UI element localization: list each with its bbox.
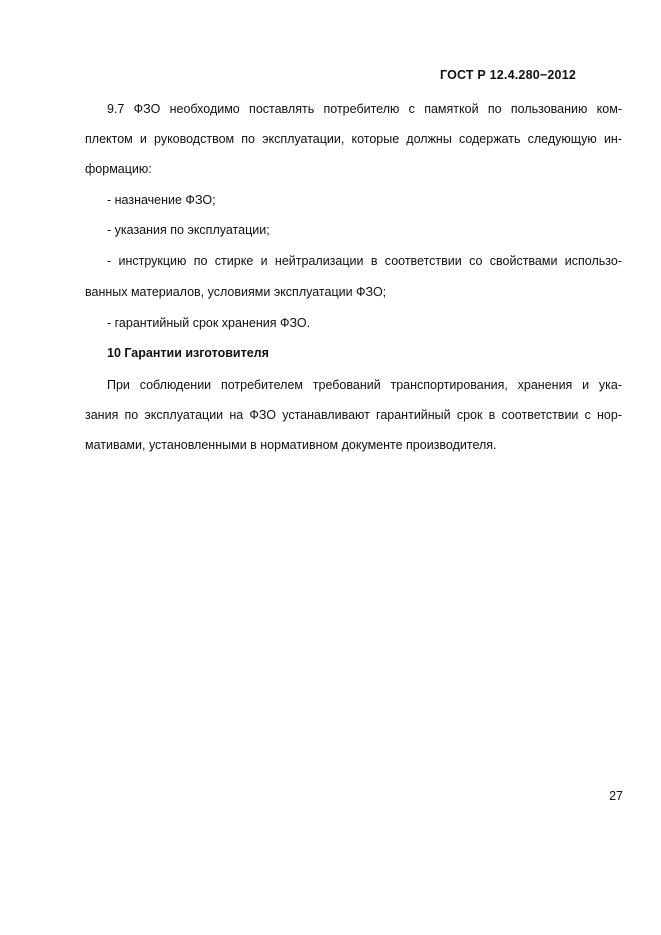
para-9-7-line-2: плектом и руководством по эксплуатации, которые должны содержать следующую ин- <box>85 132 622 146</box>
para-10-line-3: мативами, установленными в нормативном документе производителя. <box>85 438 497 452</box>
para-10-line-2: зания по эксплуатации на ФЗО устанавливают гарантийный срок в соответствии с нор- <box>85 408 622 422</box>
list-item-washing-line-2: ванных материалов, условиями эксплуатации ФЗО; <box>85 285 387 299</box>
list-item-operation: - указания по эксплуатации; <box>107 223 270 237</box>
list-item-warranty-storage: - гарантийный срок хранения ФЗО. <box>107 316 311 330</box>
page-number: 27 <box>609 789 623 803</box>
section-10-heading: 10 Гарантии изготовителя <box>107 346 269 360</box>
para-9-7-line-1: 9.7 ФЗО необходимо поставлять потребителю с памяткой по пользованию ком- <box>107 102 622 116</box>
list-item-washing-line-1: - инструкцию по стирке и нейтрализации в соответствии со свойствами использо- <box>107 254 622 268</box>
standard-number-header: ГОСТ Р 12.4.280−2012 <box>439 68 576 82</box>
para-9-7-line-3: формацию: <box>85 162 152 176</box>
list-item-purpose: - назначение ФЗО; <box>107 193 216 207</box>
para-10-line-1: При соблюдении потребителем требований транспортирования, хранения и ука- <box>107 378 622 392</box>
